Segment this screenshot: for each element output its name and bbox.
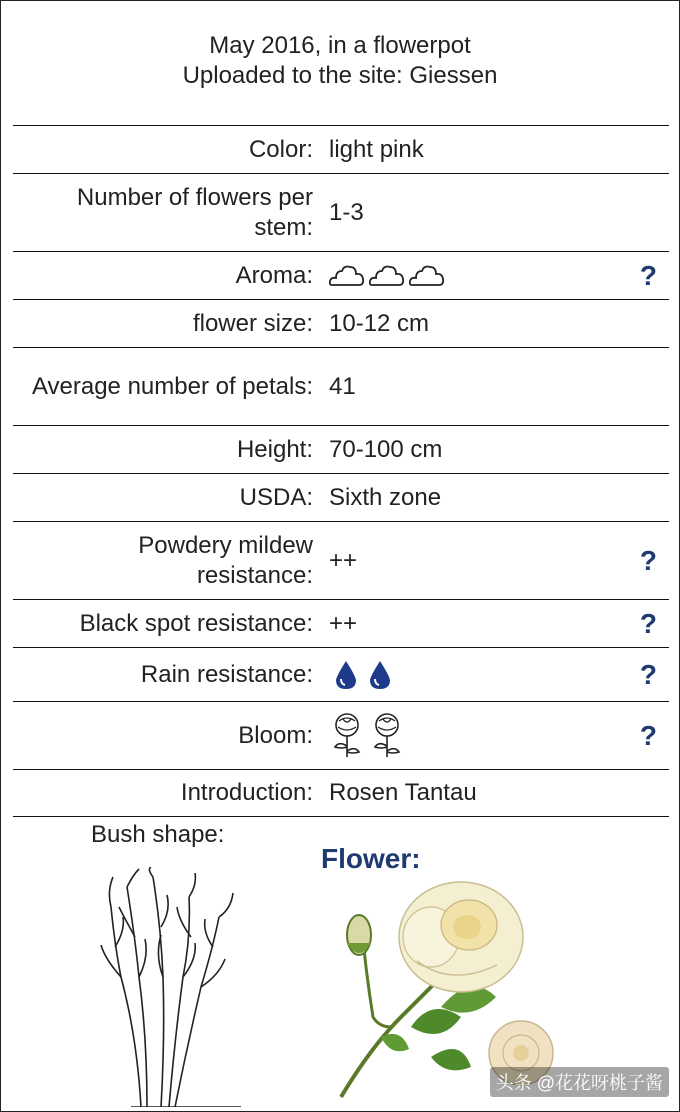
rose-bloom-icon — [329, 711, 365, 761]
raindrop-icon — [333, 659, 359, 691]
row-value: 10-12 cm — [329, 309, 430, 337]
help-button[interactable]: ? — [639, 719, 657, 751]
row-label: Black spot resistance: — [79, 609, 313, 637]
header-line-2: Uploaded to the site: Giessen — [182, 62, 498, 89]
help-button[interactable]: ? — [639, 544, 657, 576]
row-flowers-per-stem — [13, 173, 669, 251]
row-bloom — [13, 701, 669, 769]
row-value: 1-3 — [329, 198, 364, 226]
row-label: Rain resistance: — [140, 660, 313, 688]
card-header — [1, 31, 679, 91]
attribute-table — [13, 125, 669, 817]
row-label: USDA: — [239, 483, 313, 511]
cloud-icon — [409, 263, 445, 289]
row-value: Sixth zone — [329, 483, 442, 511]
header-line-1: May 2016, in a flowerpot — [209, 32, 471, 59]
row-value: Rosen Tantau — [329, 779, 477, 806]
flower-label: Flower: — [321, 843, 421, 874]
row-black-spot — [13, 599, 669, 647]
row-color — [13, 125, 669, 173]
watermark: 头条 @花花呀桃子酱 — [490, 1067, 669, 1097]
row-usda — [13, 473, 669, 521]
row-value: 41 — [329, 372, 356, 400]
row-petals — [13, 347, 669, 425]
row-label: Aroma: — [235, 261, 313, 289]
help-button[interactable]: ? — [639, 259, 657, 291]
row-label: Average number of petals: — [31, 372, 313, 400]
row-label: Bloom: — [238, 721, 313, 749]
row-value: ++ — [329, 546, 358, 574]
row-flower-size — [13, 299, 669, 347]
row-rain — [13, 647, 669, 701]
rose-bloom-icon — [369, 711, 405, 761]
row-label: flower size: — [192, 309, 313, 337]
rain-icons — [333, 659, 393, 691]
cloud-icon — [369, 263, 405, 289]
row-value: light pink — [329, 135, 424, 163]
aroma-icons — [329, 263, 445, 289]
help-button[interactable]: ? — [639, 607, 657, 639]
row-value: ++ — [329, 609, 358, 637]
row-powdery-mildew — [13, 521, 669, 599]
row-introduction — [13, 769, 669, 817]
row-label: Color: — [248, 135, 313, 163]
bush-shape-illustration — [91, 867, 251, 1107]
row-height — [13, 425, 669, 473]
images-section — [1, 821, 679, 1111]
help-button[interactable]: ? — [639, 658, 657, 690]
row-aroma — [13, 251, 669, 299]
row-label: Powdery mildew resistance: — [138, 531, 313, 589]
row-label: Number of flowers per stem: — [76, 183, 313, 241]
bush-shape-label: Bush shape: — [91, 821, 225, 848]
raindrop-icon — [367, 659, 393, 691]
bloom-icons — [329, 711, 405, 761]
row-label: Height: — [236, 435, 313, 463]
cloud-icon — [329, 263, 365, 289]
row-value: 70-100 cm — [329, 435, 443, 463]
row-label: Introduction: — [180, 779, 313, 806]
